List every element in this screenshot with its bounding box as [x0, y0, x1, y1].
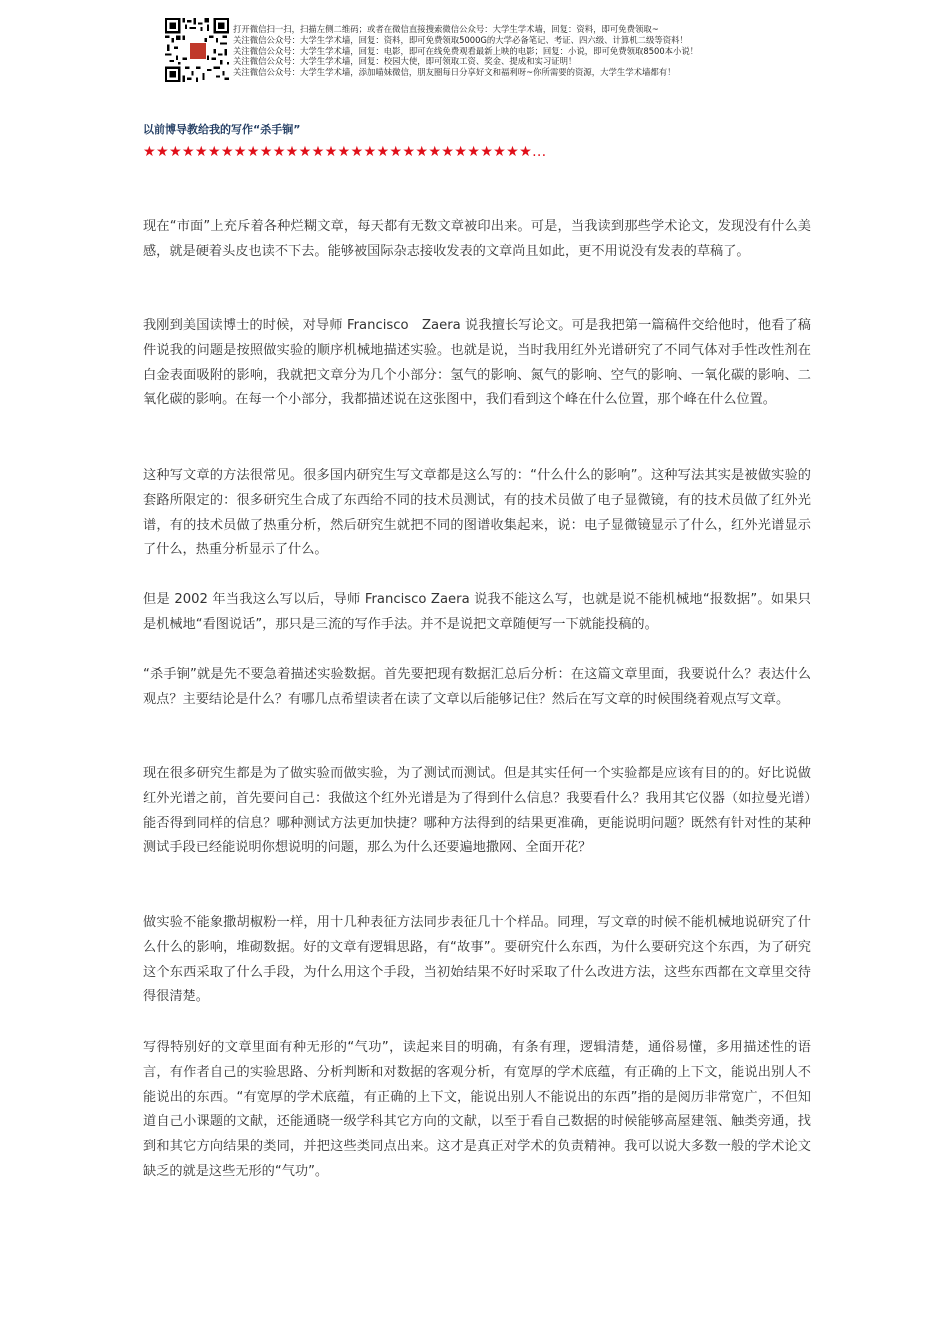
paragraph-3: 这种写文章的方法很常见。很多国内研究生写文章都是这么写的：“什么什么的影响”。这种写法其实是被做实验的套路所限定的：很多研究生合成了东西给不同的技术员测试，有的技术员做了电子显微镜，有的技术员做了红外光谱，有的技术员做了热重分析，然后研究生就把不同的图谱收集起来，说：电子显微镜显示了什么，红外光谱显示了什么，热重分析显示了什么。	[143, 468, 811, 558]
star-divider: ★★★★★★★★★★★★★★★★★★★★★★★★★★★★★★...	[143, 144, 547, 160]
promo-line: 关注微信公众号：大学生学术墙，回复：校园大使，即可领取工资、奖金、提成和实习证明！	[233, 56, 577, 67]
promo-line: 关注微信公众号：大学生学术墙，添加喵妹微信，朋友圈每日分享好文和福利呀~你所需要的资源，大学生学术墙都有！	[233, 67, 676, 78]
promo-line: 关注微信公众号：大学生学术墙，回复：资料，即可免费领取5000G的大学必备笔记、考证、四六级、计算机二级等资料！	[233, 34, 688, 45]
qr-code[interactable]	[165, 18, 229, 82]
promo-line: 打开微信扫一扫，扫描左侧二维码；或者在微信直接搜索微信公众号：大学生学术墙，回复：资料，即可免费领取~	[233, 24, 659, 34]
paragraph-7: 做实验不能象撒胡椒粉一样，用十几种表征方法同步表征几十个样品。同理，写文章的时候不能机械地说研究了什么什么的影响，堆砌数据。好的文章有逻辑思路，有“故事”。要研究什么东西，为什么要研究这个东西，为了研究这个东西采取了什么手段，为什么用这个手段，当初始结果不好时采取了什么改进方法，这些东西都在文章里交待得很清楚。	[143, 915, 811, 1005]
paragraph-4: 但是 2002 年当我这么写以后，导师 Francisco Zaera 说我不能这么写，也就是说不能机械地“报数据”。如果只是机械地“看图说话”，那只是三流的写作手法。并不是说把文章随便写一下就能投稿的。	[143, 592, 811, 632]
paragraph-6: 现在很多研究生都是为了做实验而做实验，为了测试而测试。但是其实任何一个实验都是应该有目的的。好比说做红外光谱之前，首先要问自己：我做这个红外光谱是为了得到什么信息？我要看什么？我用其它仪器（如拉曼光谱）能否得到同样的信息？哪种测试方法更加快捷？哪种方法得到的结果更准确，更能说明问题？既然有针对性的某种测试手段已经能说明你想说明的问题，那么为什么还要遍地撒网、全面开花？	[143, 766, 811, 856]
article-title: 以前博导教给我的写作“杀手锏”	[143, 123, 301, 136]
paragraph-5: “杀手锏”就是先不要急着描述实验数据。首先要把现有数据汇总后分析：在这篇文章里面，我要说什么？表达什么观点？主要结论是什么？有哪几点希望读者在读了文章以后能够记住？然后在写文章的时候围绕着观点写文章。	[143, 667, 811, 707]
promo-line: 关注微信公众号：大学生学术墙，回复：电影，即可在线免费观看最新上映的电影；回复：小说，即可免费领取8500本小说！	[233, 45, 699, 56]
promo-text-block	[233, 24, 773, 78]
paragraph-8: 写得特别好的文章里面有种无形的“气功”，读起来目的明确，有条有理，逻辑清楚，通俗易懂，多用描述性的语言，有作者自己的实验思路、分析判断和对数据的客观分析，有宽厚的学术底蕴，有正确的上下文，能说出别人不能说出的东西。“有宽厚的学术底蕴，有正确的上下文，能说出别人不能说出的东西”指的是阅历非常宽广，不但知道自己小课题的文献，还能通晓一级学科其它方向的文献，以至于看自己数据的时候能够高屋建瓴、触类旁通，找到和其它方向结果的类同，并把这些类同点出来。这才是真正对学术的负责精神。我可以说大多数一般的学术论文缺乏的就是这些无形的“气功”。	[143, 1040, 811, 1179]
paragraph-1: 现在“市面”上充斥着各种烂糊文章，每天都有无数文章被印出来。可是，当我读到那些学术论文，发现没有什么美感，就是硬着头皮也读不下去。能够被国际杂志接收发表的文章尚且如此，更不用说没有发表的草稿了。	[143, 219, 811, 259]
qr-logo-icon	[189, 42, 207, 60]
promo-header	[165, 18, 765, 86]
paragraph-2: 我刚到美国读博士的时候，对导师 Francisco Zaera 说我擅长写论文。可是我把第一篇稿件交给他时，他看了稿件说我的问题是按照做实验的顺序机械地描述实验。也就是说，当时我用红外光谱研究了不同气体对手性改性剂在白金表面吸附的影响，我就把文章分为几个小部分：氢气的影响、氮气的影响、空气的影响、一氧化碳的影响、二氧化碳的影响。在每一个小部分，我都描述说在这张图中，我们看到这个峰在什么位置，那个峰在什么位置。	[143, 318, 811, 408]
